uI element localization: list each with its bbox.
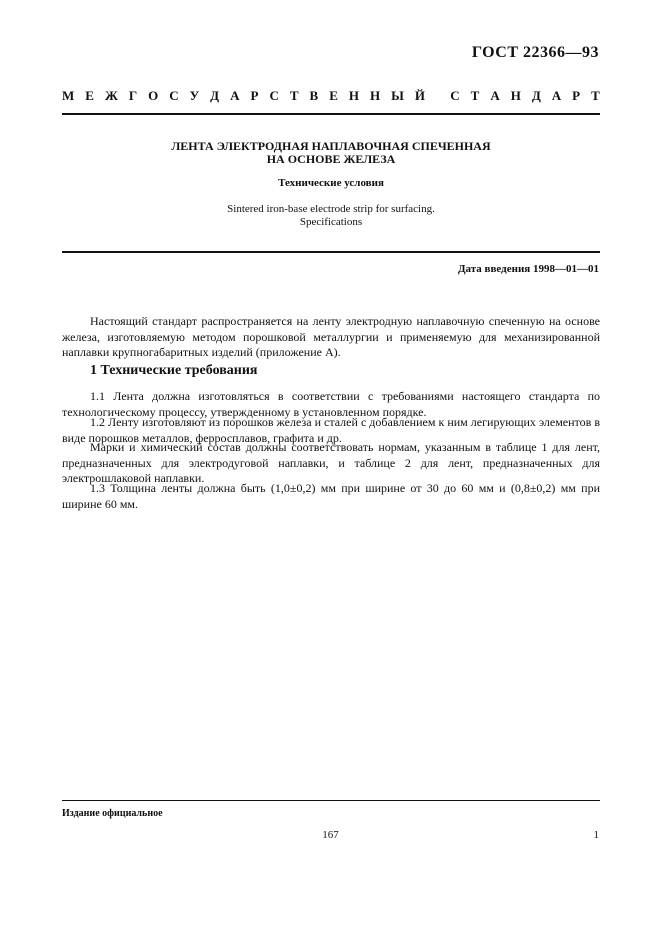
page-number: 167 xyxy=(322,829,339,841)
heading-letter: С xyxy=(450,88,460,103)
english-title-line-2: Specifications xyxy=(299,216,363,228)
middle-rule xyxy=(62,251,600,253)
heading-letter: Н xyxy=(348,88,359,103)
sheet-number: 1 xyxy=(593,829,599,841)
heading-letter: Д xyxy=(210,88,220,103)
scope-paragraph: Настоящий стандарт распространяется на ленту электродную наплавочную спеченную на основе железа, изготовляемую методом порошковой металлургии и применяемую для механизированной наплавки крупногабаритных изделий (приложение А). xyxy=(62,314,600,359)
heading-letter: М xyxy=(62,88,75,103)
heading-letter: А xyxy=(230,88,240,103)
english-title-line-1: Sintered iron-base electrode strip for surfacing. xyxy=(227,203,435,215)
heading-letter: Т xyxy=(289,88,299,103)
interstate-standard-heading xyxy=(62,88,600,104)
document-subtitle: Технические условия xyxy=(278,177,384,189)
heading-letter: У xyxy=(189,88,200,103)
heading-letter: Ж xyxy=(104,88,118,103)
heading-letter: Р xyxy=(572,88,581,103)
clause-1-3: 1.3 Толщина ленты должна быть (1,0±0,2) мм при ширине от 30 до 60 мм и (0,8±0,2) мм при ширине 60 мм. xyxy=(62,481,600,511)
standard-number: ГОСТ 22366—93 xyxy=(471,44,599,61)
heading-letter: Т xyxy=(591,88,600,103)
heading-letter: Н xyxy=(510,88,521,103)
heading-letter: Е xyxy=(85,88,94,103)
section-heading: 1 Технические требования xyxy=(90,363,258,378)
document-title xyxy=(62,140,600,166)
title-line-1: ЛЕНТА ЭЛЕКТРОДНАЯ НАПЛАВОЧНАЯ СПЕЧЕННАЯ xyxy=(171,139,491,153)
introduction-date: Дата введения 1998—01—01 xyxy=(457,263,599,275)
grades-paragraph: Марки и химический состав должны соответствовать нормам, указанным в таблице 1 для лент, предназначенных для электродуговой наплавки, и таблице 2 для лент, предназначенных для электрошлаковой наплавки. xyxy=(62,440,600,485)
heading-letter: Г xyxy=(128,88,138,103)
heading-letter: С xyxy=(169,88,179,103)
heading-letter: Е xyxy=(329,88,338,103)
heading-letter: В xyxy=(309,88,319,103)
title-line-2: НА ОСНОВЕ ЖЕЛЕЗА xyxy=(266,152,396,166)
heading-letter: Д xyxy=(531,88,541,103)
official-edition-label: Издание официальное xyxy=(62,808,163,819)
footer-rule xyxy=(62,800,600,801)
top-rule xyxy=(62,113,600,115)
heading-letter: А xyxy=(490,88,500,103)
heading-letter: А xyxy=(551,88,562,103)
heading-letter: О xyxy=(148,88,159,103)
heading-letter: Й xyxy=(414,88,425,103)
clause-1-1: 1.1 Лента должна изготовляться в соответствии с требованиями настоящего стандарта по технологическому процессу, утвержденному в установленном порядке. xyxy=(62,389,600,419)
heading-letter: Н xyxy=(369,88,381,103)
heading-letter: Р xyxy=(250,88,259,103)
clause-1-2: 1.2 Ленту изготовляют из порошков железа и сталей с добавлением к ним легирующих элементов в виде порошков металлов, ферросплавов, графита и др. xyxy=(62,415,600,445)
heading-letter: С xyxy=(269,88,279,103)
english-title xyxy=(62,203,600,229)
heading-letter: Т xyxy=(470,88,480,103)
heading-letter: Ы xyxy=(391,88,404,103)
heading-word-gap xyxy=(436,88,439,104)
